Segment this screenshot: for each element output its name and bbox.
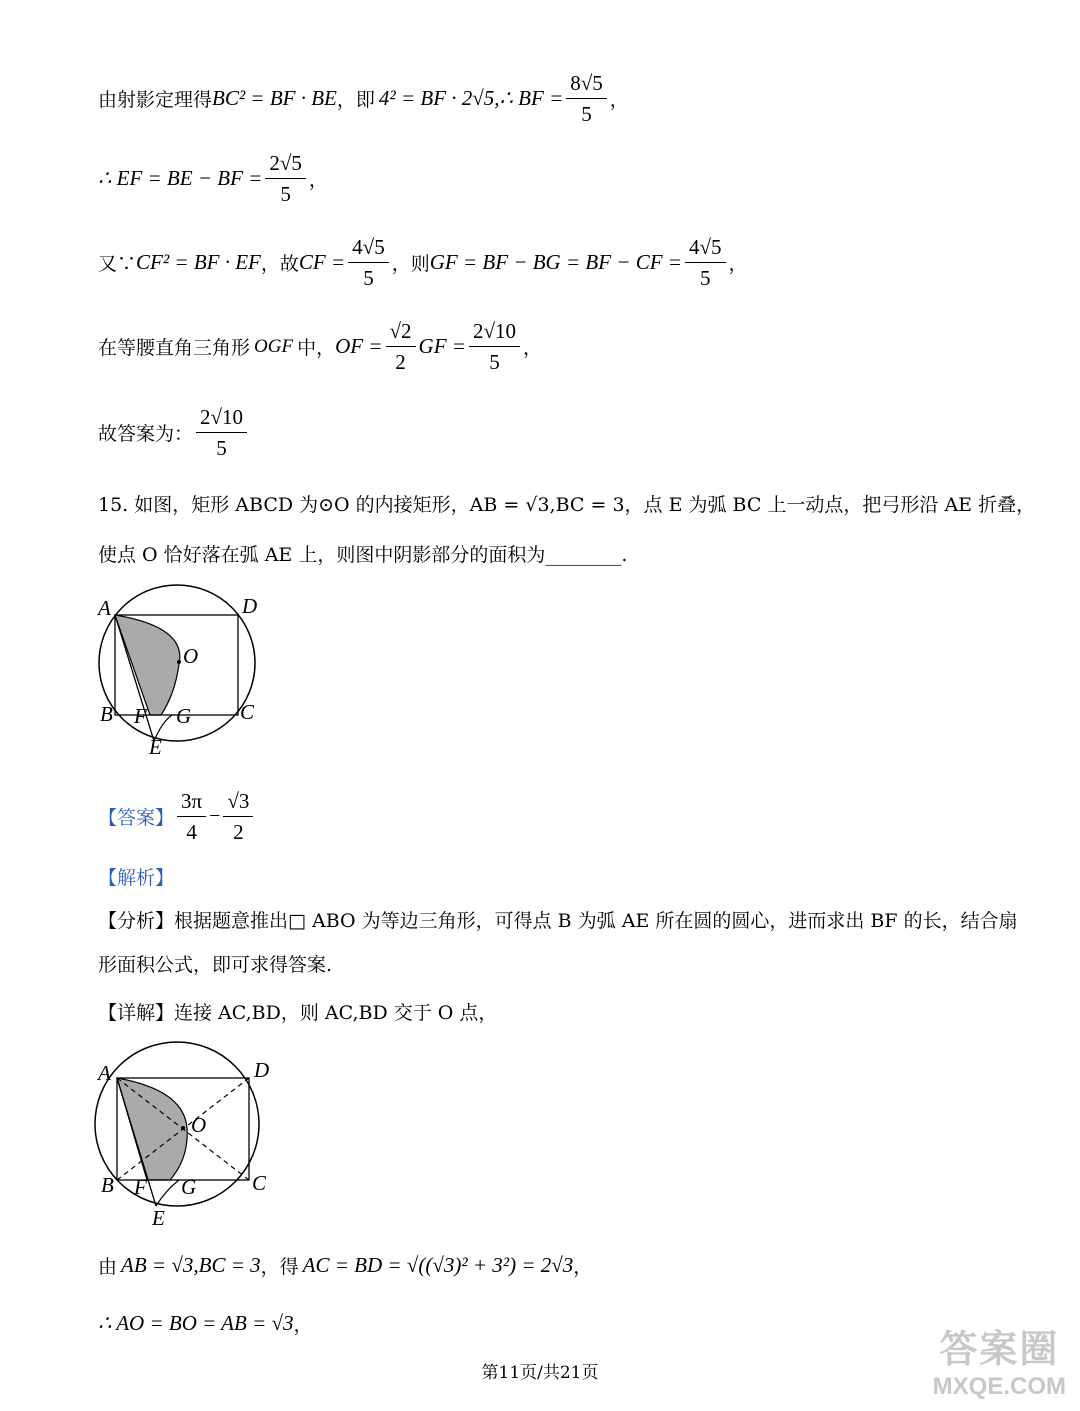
geometry-figure-1 xyxy=(92,582,272,762)
fraction xyxy=(265,148,306,209)
fraction xyxy=(685,232,726,293)
equation: ∴ EF = BE − BF = xyxy=(98,166,263,190)
label-c: C xyxy=(252,1171,267,1195)
denominator: 4 xyxy=(186,820,197,844)
fraction xyxy=(196,402,247,463)
text: ，得 xyxy=(260,1256,299,1278)
minus-sign: − xyxy=(209,805,221,827)
label-g: G xyxy=(181,1175,197,1199)
equation: BC² = BF · BE xyxy=(212,86,337,110)
fenxi-line-2 xyxy=(98,950,332,977)
fraction xyxy=(469,316,520,377)
text: 又∵ xyxy=(98,253,137,275)
watermark-bottom: MXQE.COM xyxy=(932,1373,1066,1400)
equation: CF = xyxy=(298,250,346,274)
shaded-region xyxy=(117,1078,187,1180)
solution-line-4 xyxy=(98,316,542,377)
equation: OF = xyxy=(335,334,383,358)
label-f: F xyxy=(134,704,147,728)
derivation-line-1 xyxy=(98,1252,592,1279)
fenxi-line-1 xyxy=(98,906,1018,933)
equation: AB = √3,BC = 3 xyxy=(121,1253,261,1277)
derivation-line-2 xyxy=(98,1310,313,1337)
text: ，则 xyxy=(391,253,430,275)
label-a: A xyxy=(98,1061,111,1085)
solution-line-5 xyxy=(98,402,250,463)
denominator: 5 xyxy=(216,436,227,460)
xiangjie-text: 【详解】连接 AC,BD，则 AC,BD 交于 O 点， xyxy=(98,1002,498,1024)
denominator: 5 xyxy=(363,266,374,290)
label-b: B xyxy=(100,702,113,726)
point-o xyxy=(177,660,181,664)
text: ，故 xyxy=(260,253,299,275)
label-d: D xyxy=(242,594,258,618)
label-d: D xyxy=(254,1058,270,1082)
point-o xyxy=(181,1126,185,1130)
fenxi-text: 【分析】根据题意推出□ ABO 为等边三角形，可得点 B 为弧 AE 所在圆的圆心，进而求出 BF 的长，结合扇 xyxy=(98,910,1018,932)
problem-line-1 xyxy=(98,490,1035,517)
equation: AC = BD = √((√3)² + 3²) = 2√3 xyxy=(302,1253,574,1277)
fraction xyxy=(177,786,206,847)
problem-text: 15. 如图，矩形 ABCD 为⊙O 的内接矩形，AB = √3,BC = 3，点 E 为弧 BC 上一动点，把弓形沿 AE 折叠， xyxy=(98,494,1036,516)
label-e: E xyxy=(152,1206,165,1230)
label-a: A xyxy=(98,596,111,620)
text: ， xyxy=(293,1314,313,1336)
numerator: 2√10 xyxy=(196,402,247,433)
fraction xyxy=(348,232,389,293)
label-g: G xyxy=(176,704,192,728)
text: ， xyxy=(523,337,543,359)
text: 中， xyxy=(297,337,336,359)
analysis-label xyxy=(98,863,174,890)
equation: 4² = BF · 2√5,∴ BF = xyxy=(378,86,564,110)
text: 故答案为： xyxy=(98,423,194,445)
label-o: O xyxy=(191,1113,207,1137)
analysis-label-text: 【解析】 xyxy=(98,867,175,889)
numerator: 4√5 xyxy=(685,232,726,263)
denominator: 5 xyxy=(581,102,592,126)
solution-line-1 xyxy=(98,68,629,129)
geometry-figure-2 xyxy=(92,1040,277,1230)
numerator: 3π xyxy=(177,786,206,817)
numerator: 8√5 xyxy=(566,68,607,99)
watermark xyxy=(933,1318,1066,1401)
numerator: 2√5 xyxy=(265,148,306,179)
text: 由射影定理得 xyxy=(98,89,213,111)
fenxi-text: 形面积公式，即可求得答案. xyxy=(98,954,333,976)
text: 在等腰直角三角形 xyxy=(98,337,251,359)
text: ， xyxy=(573,1256,593,1278)
numerator: 4√5 xyxy=(348,232,389,263)
text: ， xyxy=(728,253,748,275)
problem-line-2 xyxy=(98,540,627,567)
shaded-region xyxy=(115,615,180,715)
text: 由 xyxy=(98,1256,118,1278)
numerator: √3 xyxy=(223,786,253,817)
answer-line xyxy=(98,786,256,847)
denominator: 5 xyxy=(489,350,500,374)
text: ，即 xyxy=(336,89,375,111)
label-b: B xyxy=(101,1173,114,1197)
denominator: 5 xyxy=(699,266,711,290)
equation: ∴ AO = BO = AB = √3 xyxy=(98,1311,294,1335)
watermark-top: 答案圈 xyxy=(939,1326,1060,1371)
fraction xyxy=(386,316,416,377)
denominator: 5 xyxy=(280,182,291,206)
solution-line-3 xyxy=(98,232,748,293)
answer-label: 【答案】 xyxy=(98,807,175,829)
text: ， xyxy=(308,169,328,191)
triangle-name: OGF xyxy=(254,335,294,357)
denominator: 2 xyxy=(233,820,244,844)
page-footer: 第11页/共21页 xyxy=(481,1363,599,1383)
label-c: C xyxy=(240,700,255,724)
numerator: 2√10 xyxy=(469,316,520,347)
label-f: F xyxy=(134,1175,147,1199)
solution-line-2 xyxy=(98,148,328,209)
equation: CF² = BF · EF xyxy=(136,250,261,274)
label-e: E xyxy=(149,735,162,759)
xiangjie-line xyxy=(98,998,497,1025)
equation: GF = xyxy=(418,334,466,358)
problem-text: 使点 O 恰好落在弧 AE 上，则图中阴影部分的面积为________. xyxy=(98,544,628,566)
text: ， xyxy=(609,89,629,111)
equation: GF = BF − BG = BF − CF = xyxy=(429,250,682,274)
arc-ge xyxy=(156,1180,179,1206)
numerator: √2 xyxy=(386,316,416,347)
fraction xyxy=(566,68,607,129)
label-o: O xyxy=(183,644,199,668)
fraction xyxy=(223,786,253,847)
denominator: 2 xyxy=(395,350,406,374)
